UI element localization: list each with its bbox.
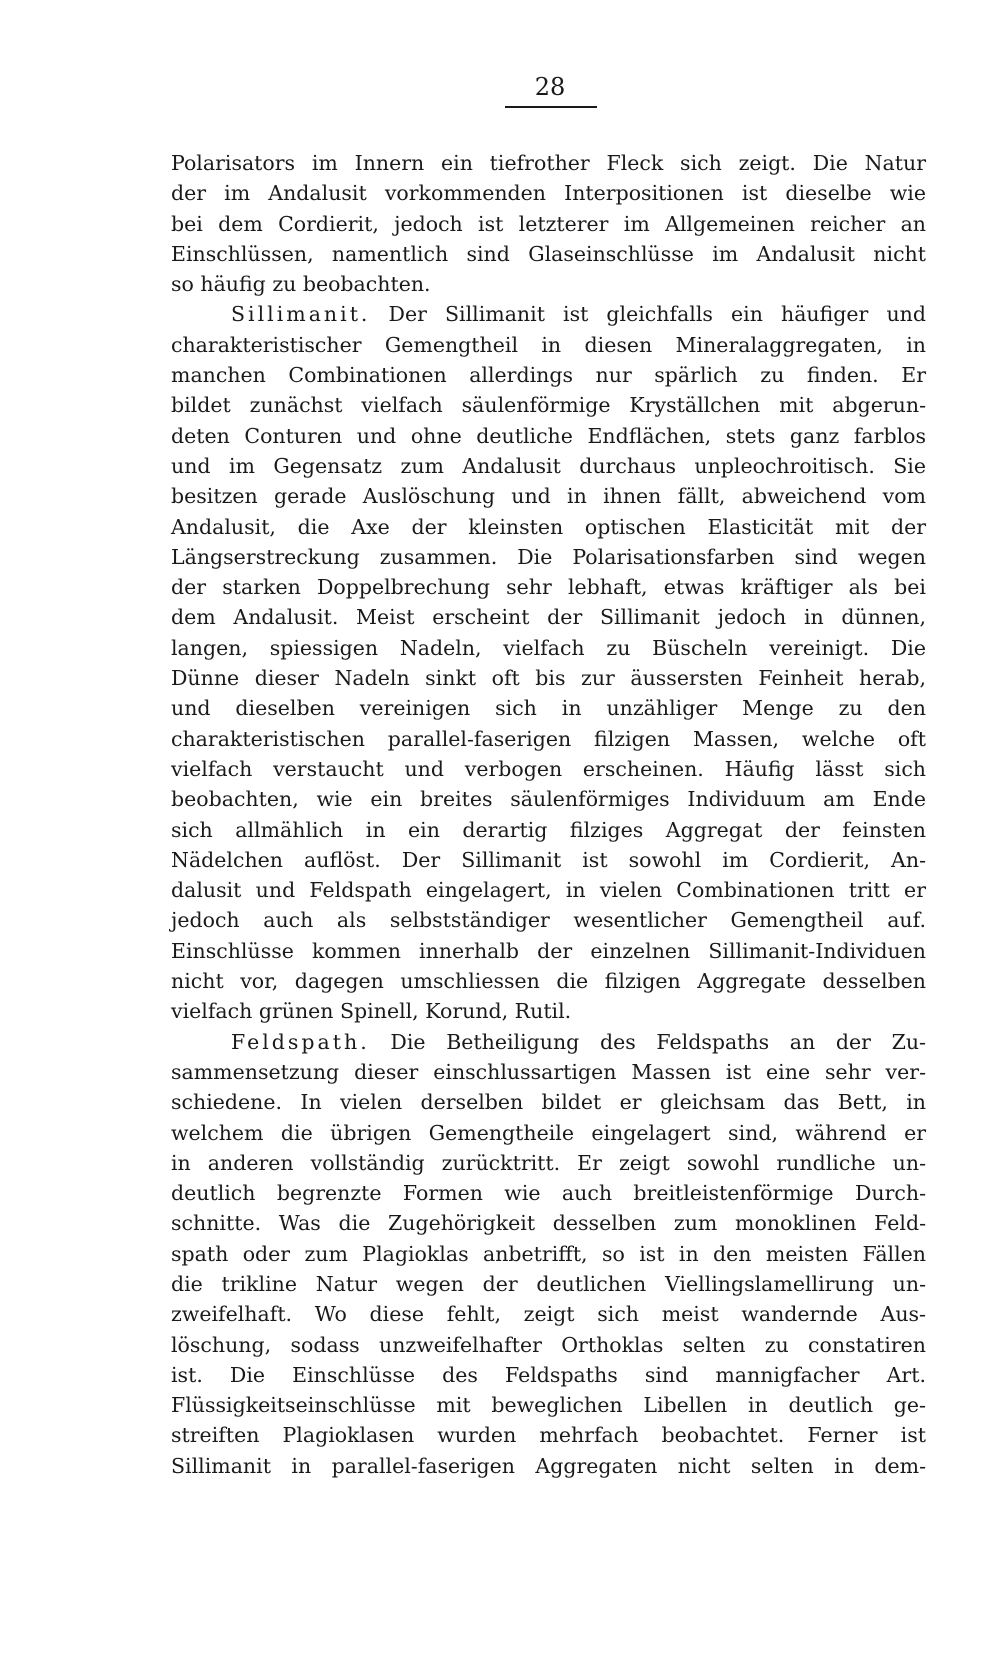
paragraph-feldspath-start [171, 1027, 926, 1057]
text-line: charakteristischen parallel-faserigen filzigen Massen, welche oft [171, 726, 926, 751]
section-lead-sillimanit: Sillimanit. [231, 302, 371, 327]
text-line: Nädelchen auflöst. Der Sillimanit ist sowohl im Cordierit, An- [171, 847, 926, 872]
text-line: sich allmählich in ein derartig filziges Aggregat der feinsten [171, 817, 926, 842]
text-line: bildet zunächst vielfach säulenförmige Kryställchen mit abgerun- [171, 393, 926, 418]
text-line: die trikline Natur wegen der deutlichen Viellingslamellirung un- [171, 1271, 926, 1296]
header-rule [505, 106, 597, 108]
text-line: löschung, sodass unzweifelhafter Orthoklas selten zu constatiren [171, 1332, 926, 1357]
text-line: Einschlüsse kommen innerhalb der einzelnen Sillimanit-Individuen [171, 938, 926, 963]
body-text [171, 148, 926, 1481]
section-lead-feldspath: Feldspath. [231, 1029, 370, 1054]
text-line: ist. Die Einschlüsse des Feldspaths sind mannigfacher Art. [171, 1362, 926, 1387]
text-line: deten Conturen und ohne deutliche Endflächen, stets ganz farblos [171, 423, 926, 448]
text-line: spath oder zum Plagioklas anbetrifft, so ist in den meisten Fällen [171, 1241, 926, 1266]
text-line: deutlich begrenzte Formen wie auch breitleistenförmige Durch- [171, 1181, 926, 1206]
text-line: langen, spiessigen Nadeln, vielfach zu Büscheln vereinigt. Die [171, 635, 926, 660]
text-line: vielfach verstaucht und verbogen erscheinen. Häufig lässt sich [171, 756, 926, 781]
text-line: Polarisators im Innern ein tiefrother Fleck sich zeigt. Die Natur [171, 151, 926, 175]
text-line: Längserstreckung zusammen. Die Polarisationsfarben sind wegen [171, 544, 926, 569]
text-line: und im Gegensatz zum Andalusit durchaus unpleochroitisch. Sie [171, 453, 926, 478]
text-line: dem Andalusit. Meist erscheint der Sillimanit jedoch in dünnen, [171, 605, 926, 630]
text-line: jedoch auch als selbstständiger wesentlicher Gemengtheil auf. [171, 908, 926, 933]
text-line: vielfach grünen Spinell, Korund, Rutil. [171, 999, 572, 1024]
text-line: schnitte. Was die Zugehörigkeit desselben zum monoklinen Feld- [171, 1211, 926, 1236]
text-line: so häufig zu beobachten. [171, 272, 431, 297]
text-line: bei dem Cordierit, jedoch ist letzterer im Allgemeinen reicher an [171, 211, 926, 236]
text-line: der im Andalusit vorkommenden Interpositionen ist dieselbe wie [171, 181, 926, 206]
text-line: Der Sillimanit ist gleichfalls ein häufiger und [388, 302, 926, 327]
text-line: Flüssigkeitseinschlüsse mit beweglichen Libellen in deutlich ge- [171, 1393, 926, 1418]
text-line: sammensetzung dieser einschlussartigen Massen ist eine sehr ver- [171, 1059, 926, 1084]
text-line: Sillimanit in parallel-faserigen Aggregaten nicht selten in dem- [171, 1453, 926, 1478]
text-line: dalusit und Feldspath eingelagert, in vielen Combinationen tritt er [171, 878, 926, 903]
text-line: Dünne dieser Nadeln sinkt oft bis zur äussersten Feinheit herab, [171, 666, 926, 691]
text-line: manchen Combinationen allerdings nur spärlich zu finden. Er [171, 363, 926, 388]
text-line: schiedene. In vielen derselben bildet er gleichsam das Bett, in [171, 1090, 926, 1115]
text-line: welchem die übrigen Gemengtheile eingelagert sind, während er [171, 1120, 926, 1145]
text-line: der starken Doppelbrechung sehr lebhaft, etwas kräftiger als bei [171, 575, 926, 600]
text-line: beobachten, wie ein breites säulenförmiges Individuum am Ende [171, 787, 926, 812]
page-number: 28 [534, 73, 566, 101]
text-line: in anderen vollständig zurücktritt. Er zeigt sowohl rundliche un- [171, 1150, 926, 1175]
text-line: Andalusit, die Axe der kleinsten optischen Elasticität mit der [171, 514, 926, 539]
text-line: nicht vor, dagegen umschliessen die filzigen Aggregate desselben [171, 969, 926, 994]
text-line: Einschlüssen, namentlich sind Glaseinschlüsse im Andalusit nicht [171, 241, 926, 266]
text-line: charakteristischer Gemengtheil in diesen Mineralaggregaten, in [171, 332, 926, 357]
paragraph-sillimanit-start [171, 299, 926, 329]
text-line: und dieselben vereinigen sich in unzähliger Menge zu den [171, 696, 926, 721]
text-line: besitzen gerade Auslöschung und in ihnen fällt, abweichend vom [171, 484, 926, 509]
text-line: zweifelhaft. Wo diese fehlt, zeigt sich meist wandernde Aus- [171, 1302, 926, 1327]
text-line: streiften Plagioklasen wurden mehrfach beobachtet. Ferner ist [171, 1423, 926, 1448]
text-line: Die Betheiligung des Feldspaths an der Zu- [390, 1029, 926, 1054]
